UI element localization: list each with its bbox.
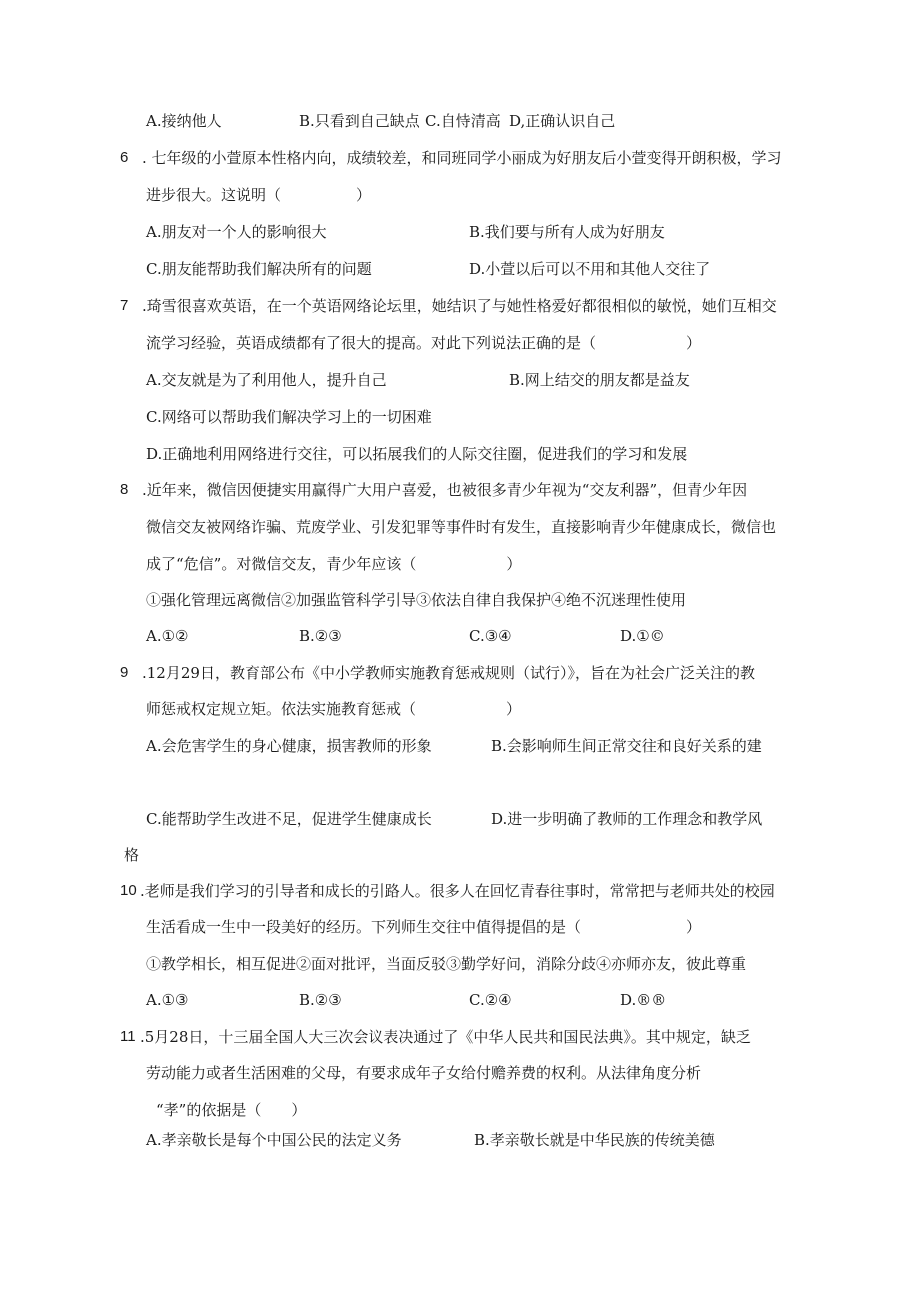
q6-stem-line1: . 七年级的小萱原本性格内向，成绩较差，和同班同学小丽成为好朋友后小萱变得开朗积极，学习 xyxy=(142,149,782,167)
q6-number: 6 xyxy=(120,149,129,166)
q8-option-b: B.②③ xyxy=(299,627,342,645)
q10-stem-line1: .老师是我们学习的引导者和成长的引路人。很多人在回忆青春往事时，常常把与老师共处的校园 xyxy=(140,882,775,900)
q11-option-b: B.孝亲敬长就是中华民族的传统美德 xyxy=(474,1131,715,1149)
q10-option-d: D.®® xyxy=(620,991,667,1009)
q8-option-c: C.③④ xyxy=(469,627,512,645)
q7-option-b: B.网上结交的朋友都是益友 xyxy=(509,371,690,389)
q5-option-c: C.自恃清高 xyxy=(425,112,501,130)
q7-option-d: D.正确地利用网络进行交往，可以拓展我们的人际交往圈，促进我们的学习和发展 xyxy=(146,445,688,463)
q6-stem-line2: 进步很大。这说明（ ） xyxy=(146,186,372,204)
q8-statements: ①强化管理远离微信②加强监管科学引导③依法自律自我保护④绝不沉迷理性使用 xyxy=(146,591,687,609)
q7-option-c: C.网络可以帮助我们解决学习上的一切困难 xyxy=(146,408,432,426)
q9-option-d: D.进一步明确了教师的工作理念和教学风 xyxy=(491,810,763,828)
q5-option-a: A.接纳他人 xyxy=(146,112,222,130)
q10-option-a: A.①③ xyxy=(146,991,189,1009)
q8-number: 8 xyxy=(120,481,129,498)
q8-stem-line1: .近年来，微信因便捷实用赢得广大用户喜爱，也被很多青少年视为“交友利器”，但青少年因 xyxy=(142,481,748,499)
q10-option-c: C.②④ xyxy=(469,991,512,1009)
q9-stem-line1: .12月29日，教育部公布《中小学教师实施教育惩戒规则（试行）》，旨在为社会广泛关注的教 xyxy=(142,664,755,682)
q7-number: 7 xyxy=(120,297,129,314)
q8-option-a: A.①② xyxy=(146,627,189,645)
q7-stem-line1: .琦雪很喜欢英语，在一个英语网络论坛里，她结识了与她性格爱好都很相似的敏悦，她们互相交 xyxy=(142,297,777,315)
q11-number: 11 xyxy=(120,1028,136,1045)
q11-option-a: A.孝亲敬长是每个中国公民的法定义务 xyxy=(146,1131,402,1149)
q9-option-b: B.会影响师生间正常交往和良好关系的建 xyxy=(491,737,762,755)
q10-option-b: B.②③ xyxy=(299,991,342,1009)
q6-option-b: B.我们要与所有人成为好朋友 xyxy=(469,223,665,241)
q9-option-a: A.会危害学生的身心健康，损害教师的形象 xyxy=(146,737,432,755)
q9-number: 9 xyxy=(120,664,129,681)
q8-stem-line3: 成了“危信”。对微信交友，青少年应该（ ） xyxy=(146,555,522,573)
q6-option-a: A.朋友对一个人的影响很大 xyxy=(146,223,327,241)
q5-option-b: B.只看到自己缺点 xyxy=(299,112,420,130)
q6-option-c: C.朋友能帮助我们解决所有的问题 xyxy=(146,260,372,278)
q9-option-c: C.能帮助学生改进不足，促进学生健康成长 xyxy=(146,810,432,828)
q10-stem-line2: 生活看成一生中一段美好的经历。下列师生交往中值得提倡的是（ ） xyxy=(146,918,702,936)
q10-statements: ①教学相长，相互促进②面对批评，当面反驳③勤学好问，消除分歧④亦师亦友，彼此尊重 xyxy=(146,955,747,973)
q9-option-d-continuation: 格 xyxy=(124,846,140,864)
q5-option-d: D,正确认识自己 xyxy=(509,112,616,130)
q9-stem-line2: 师惩戒权定规立矩。依法实施教育惩戒（ ） xyxy=(146,700,522,718)
q7-option-a: A.交友就是为了利用他人，提升自己 xyxy=(146,371,387,389)
q10-number: 10 xyxy=(120,882,137,899)
q8-stem-line2: 微信交友被网络诈骗、荒废学业、引发犯罪等事件时有发生，直接影响青少年健康成长，微信也 xyxy=(146,518,777,536)
q8-option-d: D.①© xyxy=(620,627,665,645)
q7-stem-line2: 流学习经验，英语成绩都有了很大的提高。对此下列说法正确的是（ ） xyxy=(146,334,702,352)
q11-stem-line2: 劳动能力或者生活困难的父母，有要求成年子女给付赡养费的权利。从法律角度分析 xyxy=(146,1064,702,1082)
q11-stem-line3: “孝”的依据是（ ） xyxy=(156,1101,307,1119)
q6-option-d: D.小萱以后可以不用和其他人交往了 xyxy=(469,260,711,278)
q11-stem-line1: .5月28日，十三届全国人大三次会议表决通过了《中华人民共和国民法典》。其中规定，缺乏 xyxy=(140,1028,751,1046)
